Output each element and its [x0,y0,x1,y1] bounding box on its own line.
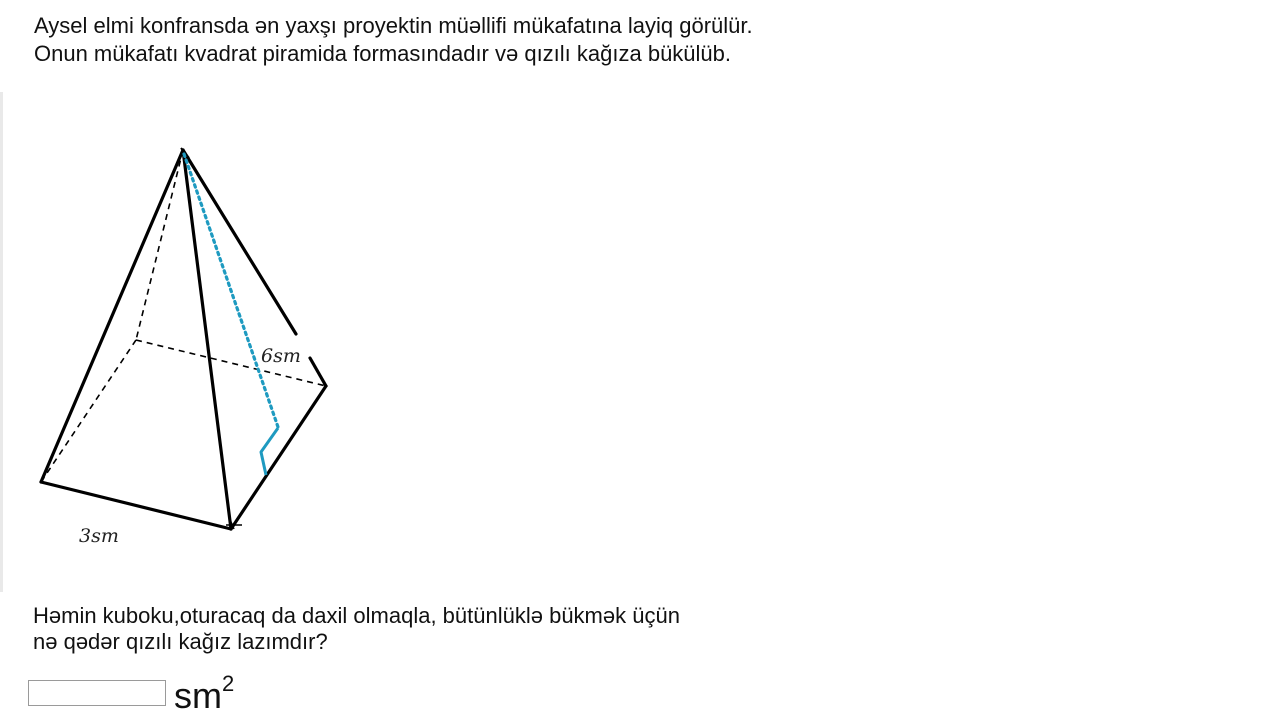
right-angle-mark [261,428,278,475]
base-edge-right [231,386,326,529]
lateral-edge-front [183,150,231,529]
pyramid-figure-panel [0,92,1280,592]
pyramid-diagram [3,92,1273,592]
base-edge-label: 3sm [79,525,119,547]
unit-text: sm [174,675,222,716]
intro-line-1: Aysel elmi konfransda ən yaxşı proyektin müəllifi mükafatına layiq görülür. [34,13,753,38]
lateral-edge-left [41,150,183,482]
lateral-edge-right-upper [183,150,296,334]
hidden-base-edge-back-left [41,340,136,482]
answer-row [28,668,235,716]
unit-exponent: 2 [222,671,235,696]
intro-line-2: Onun mükafatı kvadrat piramida formasındadır və qızılı kağıza bükülüb. [34,41,732,66]
slant-height-label: 6sm [261,345,301,367]
question-line-1: Həmin kuboku,oturacaq da daxil olmaqla, bütünlüklə bükmək üçün [33,603,680,628]
answer-unit [174,668,234,716]
answer-input[interactable] [28,680,166,706]
question-text [33,603,680,655]
problem-intro [34,12,1234,68]
lateral-edge-right-lower [310,358,326,386]
slant-height-line [184,154,278,427]
question-line-2: nə qədər qızılı kağız lazımdır? [33,629,328,654]
base-edge-front [41,482,231,529]
